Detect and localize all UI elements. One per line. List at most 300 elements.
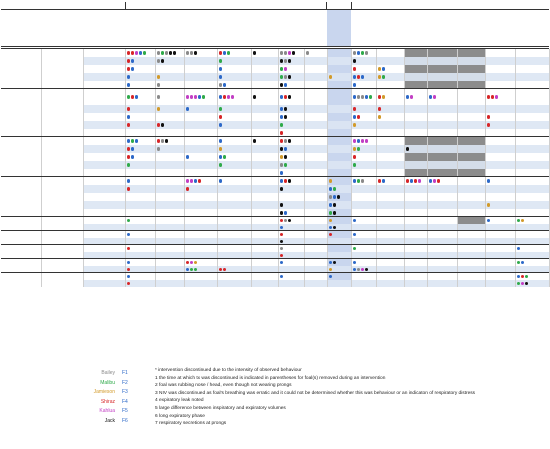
- cell-divider: [251, 161, 252, 169]
- dot-cell: [485, 217, 515, 224]
- cell-divider: [376, 201, 377, 209]
- cell-divider: [184, 193, 185, 201]
- cell-divider: [327, 57, 328, 65]
- cell-divider: [457, 57, 458, 65]
- cell-divider: [184, 177, 185, 185]
- observation-dot: [284, 107, 287, 110]
- observation-dot: [329, 179, 332, 182]
- observation-dot: [353, 67, 356, 70]
- dot-cell: [125, 145, 155, 153]
- observation-dot: [219, 83, 222, 86]
- cell-divider: [515, 161, 516, 169]
- cell-divider: [304, 185, 305, 193]
- dot-cell: [351, 231, 376, 238]
- cell-divider: [549, 273, 550, 280]
- cell-divider: [457, 217, 458, 224]
- group-2: [1, 88, 549, 136]
- cell-divider: [41, 57, 42, 65]
- legend: [0, 365, 550, 449]
- cell-divider: [278, 145, 279, 153]
- cell-divider: [184, 280, 185, 287]
- cell-divider: [485, 105, 486, 113]
- cell-divider: [217, 121, 218, 129]
- cell-divider: [404, 153, 405, 161]
- dot-cell: [125, 65, 155, 73]
- dot-cell: [278, 259, 304, 266]
- cell-divider: [184, 105, 185, 113]
- dot-cell: [217, 121, 251, 129]
- observation-row: [1, 185, 549, 193]
- cell-divider: [327, 217, 328, 224]
- observation-row: [1, 280, 549, 287]
- observation-dot: [280, 95, 283, 98]
- dot-cell: [376, 49, 404, 57]
- cell-divider: [155, 105, 156, 113]
- cell-divider: [404, 105, 405, 113]
- dot-cell: [351, 121, 376, 129]
- observation-dot: [131, 147, 134, 150]
- cell-divider: [217, 245, 218, 252]
- cell-divider: [327, 273, 328, 280]
- cell-divider: [376, 145, 377, 153]
- cell-divider: [427, 259, 428, 266]
- cell-divider: [83, 73, 84, 81]
- observation-window: [83, 49, 125, 57]
- cell-divider: [549, 193, 550, 201]
- cell-divider: [304, 177, 305, 185]
- cell-divider: [155, 113, 156, 121]
- cell-divider: [304, 201, 305, 209]
- dot-cell: [376, 57, 404, 65]
- observation-dot: [329, 187, 332, 190]
- column-header-resp: [457, 10, 485, 46]
- observation-dot: [127, 261, 130, 264]
- dot-cell: [404, 177, 427, 185]
- cell-divider: [251, 259, 252, 266]
- observation-window: [83, 231, 125, 238]
- observation-dot: [280, 187, 283, 190]
- cell-divider: [351, 113, 352, 121]
- cell-divider: [327, 121, 328, 129]
- observation-dot: [353, 139, 356, 142]
- cell-divider: [549, 57, 550, 65]
- observation-dot: [357, 139, 360, 142]
- cell-divider: [125, 49, 126, 57]
- cell-divider: [155, 259, 156, 266]
- cell-divider: [155, 121, 156, 129]
- cell-divider: [549, 89, 550, 105]
- cell-divider: [304, 137, 305, 145]
- cell-divider: [251, 201, 252, 209]
- cell-divider: [404, 185, 405, 193]
- observation-dot: [280, 233, 283, 236]
- cell-divider: [278, 217, 279, 224]
- distress-header: [125, 2, 327, 9]
- observation-dot: [487, 115, 490, 118]
- group-4: [1, 176, 549, 216]
- dot-cell: [376, 105, 404, 113]
- cell-divider: [549, 49, 550, 57]
- cell-divider: [184, 121, 185, 129]
- cell-divider: [217, 89, 218, 105]
- dot-cell: [184, 49, 217, 57]
- observation-dot: [414, 179, 417, 182]
- observation-dot: [157, 51, 160, 54]
- observation-dot: [280, 254, 283, 257]
- observation-dot: [406, 179, 409, 182]
- cell-divider: [217, 57, 218, 65]
- observation-dot: [284, 51, 287, 54]
- cell-divider: [457, 89, 458, 105]
- cell-divider: [83, 193, 84, 201]
- cell-divider: [83, 177, 84, 185]
- observation-dot: [127, 115, 130, 118]
- observation-window: [83, 259, 125, 266]
- cell-divider: [457, 145, 458, 153]
- cell-divider: [304, 280, 305, 287]
- legend-foal-name: Malibu: [100, 379, 115, 386]
- observation-dot: [157, 95, 160, 98]
- observation-dot: [135, 139, 138, 142]
- observation-dot: [127, 107, 130, 110]
- cell-divider: [251, 177, 252, 185]
- cell-divider: [485, 73, 486, 81]
- observation-dot: [284, 83, 287, 86]
- cell-divider: [41, 145, 42, 153]
- observation-dot: [378, 107, 381, 110]
- observation-dot: [280, 139, 283, 142]
- observation-dot: [333, 195, 336, 198]
- observation-row: [1, 193, 549, 201]
- observation-dot: [280, 226, 283, 229]
- cell-divider: [427, 89, 428, 105]
- observation-dot: [329, 261, 332, 264]
- dot-cell: [515, 231, 549, 238]
- column-header-row: [1, 9, 549, 47]
- cell-divider: [251, 113, 252, 121]
- cell-divider: [41, 231, 42, 238]
- observation-dot: [280, 115, 283, 118]
- observation-window: [83, 177, 125, 185]
- observation-dot: [280, 179, 283, 182]
- cell-divider: [351, 57, 352, 65]
- cell-divider: [155, 185, 156, 193]
- observation-dot: [280, 163, 283, 166]
- cell-divider: [376, 259, 377, 266]
- cell-divider: [376, 231, 377, 238]
- observation-dot: [306, 51, 309, 54]
- observation-dot: [280, 131, 283, 134]
- observation-dot: [223, 83, 226, 86]
- dot-cell: [376, 73, 404, 81]
- observation-dot: [361, 139, 364, 142]
- cell-divider: [549, 113, 550, 121]
- dot-cell: [278, 49, 304, 57]
- dot-cell: [404, 145, 427, 153]
- dot-cell: [217, 161, 251, 169]
- observation-dot: [127, 67, 130, 70]
- observation-dot: [329, 268, 332, 271]
- cell-divider: [217, 280, 218, 287]
- observation-dot: [365, 95, 368, 98]
- observation-dot: [157, 147, 160, 150]
- cell-divider: [155, 57, 156, 65]
- cell-divider: [184, 217, 185, 224]
- cell-divider: [184, 65, 185, 73]
- cell-divider: [485, 231, 486, 238]
- observation-dot: [161, 51, 164, 54]
- cell-divider: [427, 145, 428, 153]
- cell-divider: [125, 113, 126, 121]
- dot-cell: [184, 153, 217, 161]
- observation-dot: [525, 282, 528, 285]
- dot-cell: [184, 89, 217, 105]
- observation-dot: [353, 261, 356, 264]
- cell-divider: [278, 259, 279, 266]
- observation-dot: [292, 51, 295, 54]
- observation-dot: [491, 95, 494, 98]
- cell-divider: [485, 185, 486, 193]
- legend-foal-id: F3: [122, 389, 128, 395]
- cell-divider: [155, 245, 156, 252]
- cell-divider: [327, 177, 328, 185]
- observation-row: [1, 105, 549, 113]
- observation-dot: [280, 147, 283, 150]
- observation-dot: [280, 155, 283, 158]
- dot-cell: [184, 259, 217, 266]
- observation-dot: [284, 163, 287, 166]
- observation-dot: [353, 163, 356, 166]
- observation-dot: [284, 139, 287, 142]
- cell-divider: [457, 137, 458, 145]
- cell-divider: [427, 245, 428, 252]
- cell-divider: [327, 259, 328, 266]
- observation-dot: [487, 203, 490, 206]
- observation-dot: [198, 95, 201, 98]
- cell-divider: [327, 153, 328, 161]
- observation-window: [83, 161, 125, 169]
- observation-dot: [521, 261, 524, 264]
- observation-dot: [357, 95, 360, 98]
- observation-dot: [219, 59, 222, 62]
- observation-dot: [369, 95, 372, 98]
- dot-cell: [217, 73, 251, 81]
- cell-divider: [485, 89, 486, 105]
- column-header-attsurf: [404, 10, 427, 46]
- cell-divider: [155, 201, 156, 209]
- observation-dot: [280, 75, 283, 78]
- observation-dot: [353, 155, 356, 158]
- observation-dot: [487, 123, 490, 126]
- cell-divider: [376, 273, 377, 280]
- cell-divider: [125, 137, 126, 145]
- observation-dot: [357, 51, 360, 54]
- cell-divider: [41, 89, 42, 105]
- cell-divider: [155, 145, 156, 153]
- observation-dot: [353, 83, 356, 86]
- dot-cell: [217, 105, 251, 113]
- cell-divider: [327, 137, 328, 145]
- cell-divider: [251, 217, 252, 224]
- cell-divider: [251, 231, 252, 238]
- cell-divider: [125, 245, 126, 252]
- observation-dot: [127, 155, 130, 158]
- dot-cell: [327, 193, 351, 201]
- cell-divider: [125, 89, 126, 105]
- column-header-foals: [41, 10, 83, 46]
- cell-divider: [217, 145, 218, 153]
- cell-divider: [155, 280, 156, 287]
- dot-cell: [351, 57, 376, 65]
- cell-divider: [41, 105, 42, 113]
- observation-dot: [135, 51, 138, 54]
- cell-divider: [327, 89, 328, 105]
- cell-divider: [427, 121, 428, 129]
- dot-cell: [351, 245, 376, 252]
- observation-dot: [131, 51, 134, 54]
- cell-divider: [155, 73, 156, 81]
- cell-divider: [155, 153, 156, 161]
- cell-divider: [125, 65, 126, 73]
- observation-dot: [517, 275, 520, 278]
- observation-dot: [165, 139, 168, 142]
- cell-divider: [184, 259, 185, 266]
- cell-divider: [351, 217, 352, 224]
- observation-dot: [186, 51, 189, 54]
- group-6: [1, 230, 549, 244]
- cell-divider: [41, 121, 42, 129]
- observation-dot: [219, 51, 222, 54]
- cell-divider: [404, 231, 405, 238]
- dot-cell: [278, 177, 304, 185]
- observation-dot: [365, 268, 368, 271]
- observation-dot: [161, 139, 164, 142]
- group-3: [1, 136, 549, 176]
- dot-cell: [217, 57, 251, 65]
- cell-divider: [184, 231, 185, 238]
- observation-dot: [219, 95, 222, 98]
- cell-divider: [304, 161, 305, 169]
- observation-dot: [329, 195, 332, 198]
- dot-cell: [125, 57, 155, 65]
- observation-window: [83, 201, 125, 209]
- dot-cell: [327, 177, 351, 185]
- observation-window: [83, 73, 125, 81]
- dot-cell: [351, 161, 376, 169]
- cell-divider: [217, 193, 218, 201]
- cell-divider: [155, 161, 156, 169]
- observation-dot: [194, 179, 197, 182]
- cell-divider: [427, 57, 428, 65]
- cell-divider: [549, 161, 550, 169]
- dot-cell: [155, 105, 184, 113]
- observation-row: [1, 113, 549, 121]
- observation-dot: [194, 261, 197, 264]
- observation-dot: [231, 95, 234, 98]
- observation-dot: [280, 67, 283, 70]
- observation-dot: [406, 147, 409, 150]
- cell-divider: [457, 273, 458, 280]
- dot-cell: [278, 185, 304, 193]
- dot-cell: [278, 231, 304, 238]
- column-header-intervention: [1, 10, 41, 46]
- cell-divider: [515, 273, 516, 280]
- column-header-window: [83, 10, 125, 46]
- cell-divider: [83, 89, 84, 105]
- cell-divider: [327, 145, 328, 153]
- dot-cell: [485, 193, 515, 201]
- cell-divider: [83, 121, 84, 129]
- dot-cell: [125, 231, 155, 238]
- cell-divider: [427, 161, 428, 169]
- dot-cell: [427, 121, 457, 129]
- observation-window: [83, 145, 125, 153]
- cell-divider: [515, 113, 516, 121]
- dot-cell: [485, 177, 515, 185]
- cell-divider: [278, 121, 279, 129]
- discomfort-header: [351, 2, 549, 9]
- cell-divider: [327, 105, 328, 113]
- column-header-head: [351, 10, 376, 46]
- observation-dot: [329, 203, 332, 206]
- cell-divider: [457, 177, 458, 185]
- observation-dot: [127, 275, 130, 278]
- observation-dot: [280, 247, 283, 250]
- observation-dot: [157, 59, 160, 62]
- dot-cell: [278, 217, 304, 224]
- cell-divider: [125, 153, 126, 161]
- dot-cell: [278, 245, 304, 252]
- observation-dot: [157, 75, 160, 78]
- dot-cell: [125, 177, 155, 185]
- dot-cell: [327, 231, 351, 238]
- cell-divider: [125, 145, 126, 153]
- observation-window: [83, 57, 125, 65]
- cell-divider: [485, 121, 486, 129]
- cell-divider: [376, 217, 377, 224]
- cell-divider: [304, 65, 305, 73]
- dot-cell: [327, 201, 351, 209]
- observation-dot: [353, 179, 356, 182]
- observation-dot: [280, 123, 283, 126]
- cell-divider: [83, 280, 84, 287]
- dot-cell: [376, 137, 404, 145]
- cell-divider: [278, 89, 279, 105]
- cell-divider: [351, 49, 352, 57]
- observation-row: [1, 89, 549, 105]
- cell-divider: [155, 177, 156, 185]
- observation-dot: [284, 219, 287, 222]
- legend-foal-name: Jamieson: [93, 389, 115, 395]
- observation-dot: [198, 179, 201, 182]
- cell-divider: [41, 280, 42, 287]
- observation-dot: [517, 261, 520, 264]
- observation-dot: [521, 219, 524, 222]
- cell-divider: [83, 113, 84, 121]
- cell-divider: [515, 65, 516, 73]
- cell-divider: [485, 280, 486, 287]
- cell-divider: [351, 73, 352, 81]
- dot-cell: [217, 137, 251, 145]
- cell-divider: [485, 161, 486, 169]
- cell-divider: [427, 105, 428, 113]
- dot-cell: [217, 145, 251, 153]
- observation-window: [83, 113, 125, 121]
- observation-dot: [280, 107, 283, 110]
- cell-divider: [304, 259, 305, 266]
- dot-cell: [278, 105, 304, 113]
- dot-cell: [376, 113, 404, 121]
